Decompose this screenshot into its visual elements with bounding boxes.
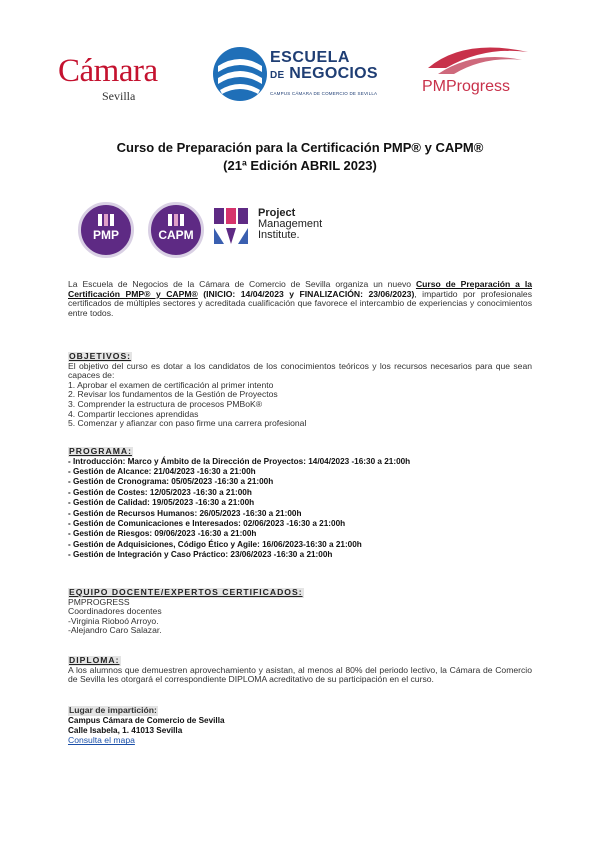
objetivos-heading: OBJETIVOS: [69, 351, 132, 361]
objetivos-section [68, 352, 532, 429]
map-link[interactable]: Consulta el mapa [68, 735, 135, 746]
equipo-item: PMPROGRESS [68, 596, 130, 607]
pmp-badge [78, 202, 134, 258]
capm-badge-label: CAPM [158, 228, 194, 242]
diploma-heading: DIPLOMA: [69, 655, 120, 665]
escuela-line1: ESCUELA [270, 49, 350, 66]
pmi-mark-icon [98, 214, 114, 226]
programa-item: - Gestión de Integración y Caso Práctico: 23/06/2023 -16:30 a 21:00h [68, 550, 333, 560]
escuela-line3: CAMPUS CÁMARA DE COMERCIO DE SEVILLA [270, 91, 378, 96]
escuela-emblem-icon [212, 44, 268, 104]
objetivo-item: 3. Comprender la estructura de procesos PMBoK® [68, 398, 263, 409]
lugar-line2: Calle Isabela, 1. 41013 Sevilla [68, 726, 183, 735]
programa-item: - Gestión de Adquisiciones, Código Ético y Agile: 16/06/2023-16:30 a 21:00h [68, 539, 362, 549]
programa-item: - Gestión de Calidad: 19/05/2023 -16:30 a 21:00h [68, 498, 255, 508]
intro-paragraph [68, 280, 532, 318]
programa-heading: PROGRAMA: [69, 446, 132, 456]
pmi-mark-icon [168, 214, 184, 226]
capm-badge [148, 202, 204, 258]
pmp-badge-label: PMP [92, 228, 119, 242]
certification-badges [78, 202, 338, 262]
lugar-line1: Campus Cámara de Comercio de Sevilla [68, 715, 225, 725]
objetivos-text: El objetivo del curso es dotar a los candidatos de los conocimientos teóricos y los recursos necesarios para que sean capaces de: [68, 360, 532, 381]
programa-item: - Gestión de Comunicaciones e Interesados: 02/06/2023 -16:30 a 21:00h [68, 519, 346, 529]
escuela-text [270, 50, 378, 102]
equipo-section [68, 588, 532, 636]
intro-dates: (INICIO: 14/04/2023 y FINALIZACIÓN: 23/06/2023) [197, 288, 415, 299]
lugar-section [68, 706, 532, 746]
camara-subtitle: Sevilla [102, 89, 136, 103]
escuela-negocios-logo [212, 44, 382, 108]
pmi-logo [214, 207, 323, 249]
programa-section [68, 447, 532, 561]
diploma-section [68, 656, 532, 685]
equipo-item: -Virginia Rioboó Arroyo. [68, 615, 159, 626]
programa-item: - Gestión de Alcance: 21/04/2023 -16:30 a 21:00h [68, 467, 256, 476]
intro-before: La Escuela de Negocios de la Cámara de Comercio de Sevilla organiza un nuevo [68, 279, 416, 289]
diploma-text: A los alumnos que demuestren aprovechamiento y asistan, al menos al 80% del periodo lectivo, la Cámara de Comercio de Sevilla les otorgará el correspondiente DIPLOMA acreditativo de su participación en el curso. [68, 664, 532, 685]
equipo-item: -Alejandro Caro Salazar. [68, 625, 162, 636]
objetivo-item: 4. Compartir lecciones aprendidas [68, 408, 199, 419]
programa-item: - Gestión de Costes: 12/05/2023 -16:30 a 21:00h [68, 487, 252, 497]
programa-item: - Gestión de Cronograma: 05/05/2023 -16:30 a 21:00h [68, 477, 274, 487]
programa-item: - Gestión de Riesgos: 09/06/2023 -16:30 a 21:00h [68, 529, 257, 539]
equipo-heading: EQUIPO DOCENTE/EXPERTOS CERTIFICADOS: [69, 587, 303, 597]
pmprogress-swoosh-icon [424, 44, 534, 78]
escuela-line2 [270, 66, 378, 84]
intro-after: , impartido por profesionales certificados de múltiples sectores y acreditada cualificación que favorece el intercambio de experiencias y conocimientos entre todos. [68, 288, 533, 318]
lugar-heading: Lugar de impartición: [69, 705, 157, 715]
equipo-item: Coordinadores docentes [68, 606, 162, 617]
camara-wordmark: Cámara [58, 53, 158, 89]
camara-sevilla-logo [58, 54, 188, 114]
pmi-text [258, 208, 322, 241]
programa-item: - Introducción: Marco y Ámbito de la Dirección de Proyectos: 14/04/2023 -16:30 a 21:00h [68, 456, 411, 466]
pmprogress-wordmark: PMProgress [422, 78, 511, 95]
escuela-de: DE [270, 70, 285, 81]
pmi-line2: Management [258, 218, 323, 230]
objetivo-item: 2. Revisar los fundamentos de la Gestión de Proyectos [68, 389, 278, 400]
intro-course-name: Curso de Preparación a la Certificación PMP® y CAPM® [68, 279, 532, 299]
pmi-line3: Institute. [258, 229, 300, 241]
pmi-line1: Project [258, 207, 296, 219]
pmprogress-logo [418, 44, 538, 104]
objetivo-item: 1. Aprobar el examen de certificación al primer intento [68, 379, 274, 390]
title-line1: Curso de Preparación para la Certificación PMP® y CAPM® [116, 140, 484, 155]
objetivo-item: 5. Comenzar y afianzar con paso firme una carrera profesional [68, 418, 307, 429]
escuela-negocios: NEGOCIOS [289, 65, 378, 82]
header-logos [0, 44, 600, 114]
page-title [0, 139, 600, 175]
pmi-logo-icon [214, 208, 250, 244]
programa-item: - Gestión de Recursos Humanos: 26/05/2023 -16:30 a 21:00h [68, 508, 302, 518]
title-line2: (21ª Edición ABRIL 2023) [223, 158, 377, 173]
